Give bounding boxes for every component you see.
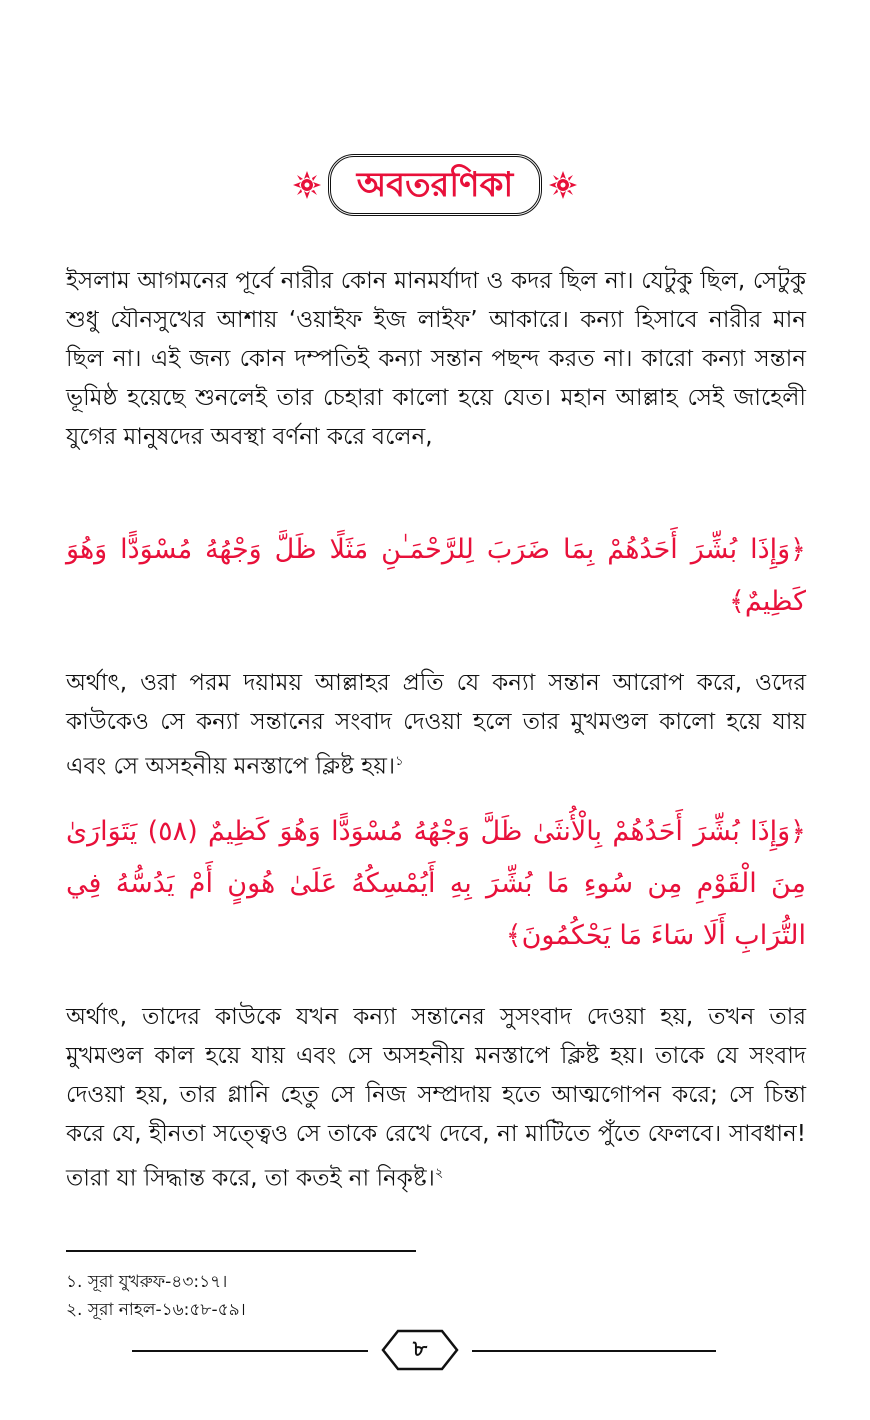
page-number: ৮	[412, 1337, 428, 1362]
quran-verse-nahl: ﴿وَإِذَا بُشِّرَ أَحَدُهُمْ بِالْأُنثَىٰ ظَلَّ وَجْهُهُ مُسْوَدًّا وَهُوَ كَظِيمٌ (٥٨) يَتَوَارَىٰ مِنَ الْقَوْمِ مِن سُوءِ مَا بُشِّرَ بِهِ أَيُمْسِكُهُ عَلَىٰ هُونٍ أَمْ يَدُسُّهُ فِي التُّرَابِ أَلَا سَاءَ مَا يَحْكُمُونَ﴾	[66, 816, 806, 951]
flower-ornament-left-icon	[290, 168, 324, 202]
footnote-2: ২. সূরা নাহল-১৬:৫৮-৫৯।	[66, 1300, 246, 1320]
translation-paragraph-2	[66, 998, 806, 1199]
page-footer	[0, 1328, 870, 1374]
footnote-ref-1: ১	[395, 754, 404, 769]
quran-verse-zukhruf: ﴿وَإِذَا بُشِّرَ أَحَدُهُمْ بِمَا ضَرَبَ لِلرَّحْمَـٰنِ مَثَلًا ظَلَّ وَجْهُهُ مُسْوَدًّا وَهُوَ كَظِيمٌ﴾	[66, 534, 806, 617]
chapter-heading	[0, 150, 870, 220]
chapter-title: অবতরণিকা	[328, 154, 543, 216]
footnote-ref-2: ২	[434, 1166, 444, 1181]
intro-paragraph: ইসলাম আগমনের পূর্বে নারীর কোন মানমর্যাদা ও কদর ছিল না। যেটুকু ছিল, সেটুকু শুধু যৌনসুখের আশায় ‘ওয়াইফ ইজ লাইফ’ আকারে। কন্যা হিসাবে নারীর মান ছিল না। এই জন্য কোন দম্পতিই কন্যা সন্তান পছন্দ করত না। কারো কন্যা সন্তান ভূমিষ্ঠ হয়েছে শুনলেই তার চেহারা কালো হয়ে যেত। মহান আল্লাহ সেই জাহেলী যুগের মানুষদের অবস্থা বর্ণনা করে বলেন,	[66, 268, 806, 450]
footer-line-right	[472, 1350, 716, 1352]
translation-text-2: অর্থাৎ, তাদের কাউকে যখন কন্যা সন্তানের সুসংবাদ দেওয়া হয়, তখন তার মুখমণ্ডল কাল হয়ে যায় এবং সে অসহনীয় মনস্তাপে ক্লিষ্ট হয়। তাকে যে সংবাদ দেওয়া হয়, তার গ্লানি হেতু সে নিজ সম্প্রদায় হতে আত্মগোপন করে; সে চিন্তা করে যে, হীনতা সত্ত্বেও সে তাকে রেখে দেবে, না মাটিতে পুঁতে ফেলবে। সাবধান! তারা যা সিদ্ধান্ত করে, তা কতই না নিকৃষ্ট।	[66, 1004, 806, 1192]
footnote-1: ১. সূরা যুখরুফ-৪৩:১৭।	[66, 1272, 228, 1292]
flower-ornament-right-icon	[546, 168, 580, 202]
footnote-divider	[66, 1250, 416, 1252]
footer-line-left	[132, 1350, 368, 1352]
translation-text-1: অর্থাৎ, ওরা পরম দয়াময় আল্লাহর প্রতি যে কন্যা সন্তান আরোপ করে, ওদের কাউকেও সে কন্যা সন্তানের সংবাদ দেওয়া হলে তার মুখমণ্ডল কালো হয়ে যায় এবং সে অসহনীয় মনস্তাপে ক্লিষ্ট হয়।	[66, 670, 806, 780]
page-number-badge	[380, 1328, 460, 1372]
translation-paragraph-1	[66, 664, 806, 787]
